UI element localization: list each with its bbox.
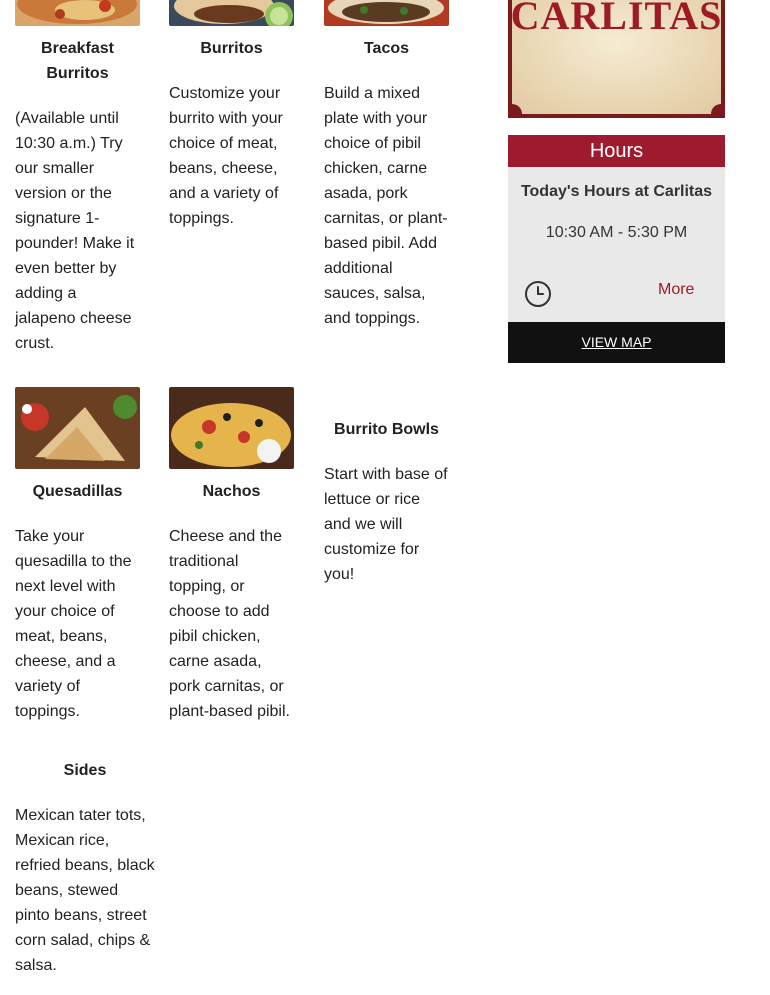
- menu-item-burritos[interactable]: [169, 0, 294, 231]
- clock-icon: [524, 280, 552, 308]
- item-description: Take your quesadilla to the next level with your choice of meat, beans, cheese, and a variety of toppings.: [15, 528, 132, 720]
- item-title[interactable]: Nachos: [202, 483, 261, 500]
- hours-title: Hours: [508, 135, 725, 167]
- item-description: (Available until 10:30 a.m.) Try our smaller version or the signature 1-pounder! Make it even better by adding a jalapeno cheese crust.: [15, 110, 135, 352]
- item-title[interactable]: Quesadillas: [32, 483, 123, 500]
- item-title[interactable]: Breakfast Burritos: [41, 40, 114, 82]
- item-description: Mexican tater tots, Mexican rice, refried beans, black beans, stewed pinto beans, street corn salad, chips & salsa.: [15, 807, 155, 974]
- nachos-photo[interactable]: [169, 387, 294, 469]
- hours-time: 10:30 AM - 5:30 PM: [545, 224, 688, 241]
- more-hours-link[interactable]: More: [658, 281, 695, 298]
- quesadilla-photo[interactable]: [15, 387, 140, 469]
- menu-item-burrito-bowls[interactable]: [324, 417, 449, 587]
- item-title[interactable]: Tacos: [363, 40, 410, 57]
- menu-item-nachos[interactable]: [169, 387, 294, 724]
- hours-body: [508, 167, 725, 322]
- item-description: Customize your burrito with your choice of meat, beans, cheese, and a variety of toppings.: [169, 85, 283, 227]
- menu-item-tacos[interactable]: [324, 0, 449, 331]
- menu-item-sides[interactable]: [15, 758, 155, 978]
- menu-item-breakfast-burritos[interactable]: [15, 0, 140, 356]
- menu-item-quesadillas[interactable]: [15, 387, 140, 724]
- burrito-photo[interactable]: [169, 0, 294, 26]
- today-hours-label: Today's Hours at Carlitas: [520, 183, 713, 200]
- item-title[interactable]: Burrito Bowls: [334, 421, 439, 438]
- item-description: Build a mixed plate with your choice of pibil chicken, carne asada, pork carnitas, or plant-based pibil. Add additional sauces, salsa, and toppings.: [324, 85, 448, 327]
- item-description: Cheese and the traditional topping, or choose to add pibil chicken, carne asada, pork carnitas, or plant-based pibil.: [169, 528, 290, 720]
- item-title[interactable]: Sides: [63, 762, 107, 779]
- hours-panel: [508, 135, 725, 322]
- logo-text: CARLITAS: [510, 0, 723, 38]
- breakfast-burrito-photo[interactable]: [15, 0, 140, 26]
- tacos-photo[interactable]: [324, 0, 449, 26]
- restaurant-logo: [508, 0, 725, 118]
- item-title[interactable]: Burritos: [200, 40, 263, 57]
- item-description: Start with base of lettuce or rice and we will customize for you!: [324, 466, 448, 583]
- view-map-button[interactable]: VIEW MAP: [508, 322, 725, 363]
